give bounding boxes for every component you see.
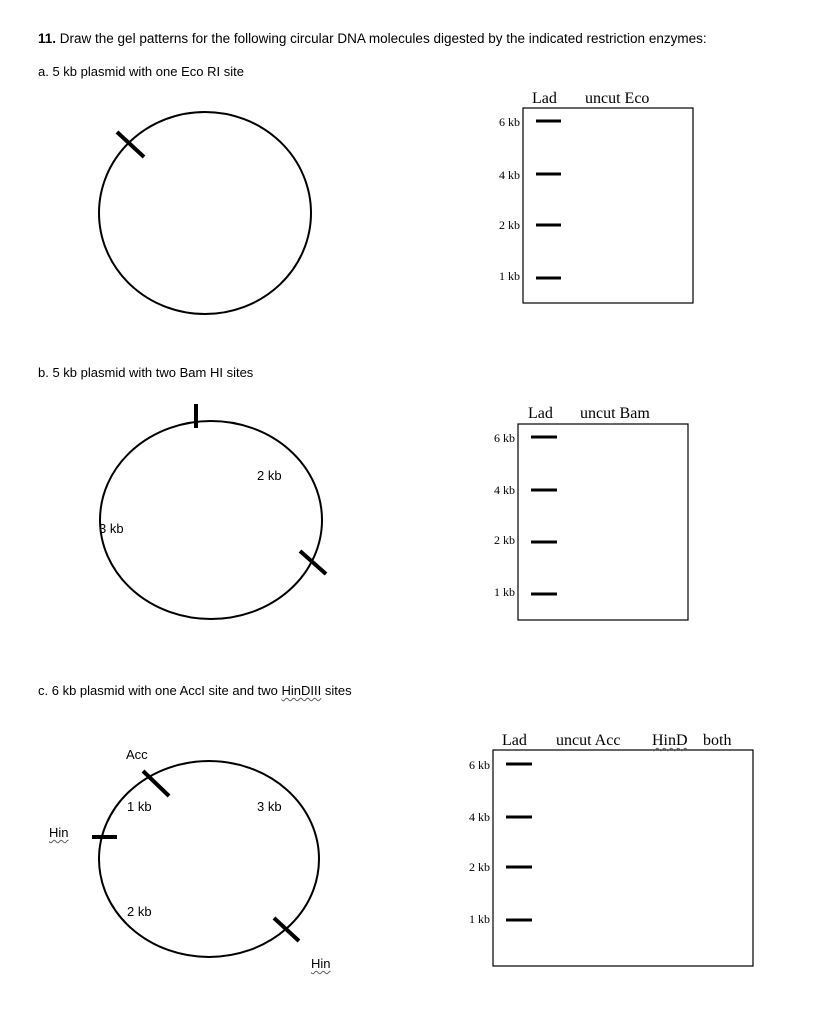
gel-c-label-2kb: 2 kb — [469, 860, 490, 874]
gel-b-label-1kb: 1 kb — [494, 585, 515, 599]
gel-c-label-6kb: 6 kb — [469, 758, 490, 772]
gel-a-label-2kb: 2 kb — [499, 218, 520, 232]
gel-c-header-ladder: Lad — [502, 732, 527, 749]
part-c-prompt-enzyme: HinDIII — [281, 683, 322, 698]
gel-c-box — [493, 750, 753, 966]
gel-b-header-ladder: Lad — [528, 405, 553, 422]
part-c-prompt — [38, 683, 352, 698]
gel-a-label-4kb: 4 kb — [499, 168, 520, 182]
gel-a-label-6kb: 6 kb — [499, 115, 520, 129]
gel-b-label-6kb: 6 kb — [494, 431, 515, 445]
gel-a-ladder-bands — [536, 121, 561, 278]
gel-c-label-4kb: 4 kb — [469, 810, 490, 824]
gel-b-label-4kb: 4 kb — [494, 483, 515, 497]
gel-a-box — [523, 108, 693, 303]
plasmid-b-segment-3kb: 3 kb — [99, 521, 124, 536]
gel-c-header-both: both — [703, 732, 732, 749]
acc-cut-site-mark — [143, 771, 169, 796]
gel-c-label-1kb: 1 kb — [469, 912, 490, 926]
plasmid-c-segment-2kb: 2 kb — [127, 904, 152, 919]
gel-b-header-uncut: uncut Bam — [580, 405, 650, 422]
question-text: Draw the gel patterns for the following circular DNA molecules digested by the indicated restriction enzymes: — [56, 31, 707, 46]
bam-cut-site-right — [300, 551, 326, 574]
plasmid-c-site-hin-right: Hin — [311, 956, 331, 971]
part-c-prompt-end: sites — [321, 683, 352, 698]
plasmid-c-site-acc: Acc — [126, 747, 148, 762]
gel-c-header-hind: HinD — [652, 732, 688, 749]
gel-b-ladder-bands — [531, 437, 557, 594]
plasmid-c-segment-3kb: 3 kb — [257, 799, 282, 814]
gel-b-box — [518, 424, 688, 620]
part-c-prompt-start: c. 6 kb plasmid with one AccI site and two — [38, 683, 282, 698]
plasmid-b-circle — [100, 421, 322, 619]
gel-a-header-ladder: Lad — [532, 90, 557, 107]
question-number: 11. — [38, 31, 57, 46]
gel-a-header-uncut: uncut Eco — [585, 90, 650, 107]
plasmid-b-segment-2kb: 2 kb — [257, 468, 282, 483]
gel-c-ladder-bands — [506, 764, 532, 920]
gel-b-label-2kb: 2 kb — [494, 533, 515, 547]
gel-c-header-uncut: uncut Acc — [556, 732, 621, 749]
part-a-prompt: a. 5 kb plasmid with one Eco RI site — [38, 64, 244, 79]
gel-a-label-1kb: 1 kb — [499, 269, 520, 283]
plasmid-c-segment-1kb: 1 kb — [127, 799, 152, 814]
question-title — [38, 31, 707, 46]
eco-cut-site-mark — [117, 132, 144, 157]
hin-cut-site-right — [274, 918, 299, 941]
plasmid-c-site-hin-left: Hin — [49, 825, 69, 840]
part-b-prompt: b. 5 kb plasmid with two Bam HI sites — [38, 365, 254, 380]
